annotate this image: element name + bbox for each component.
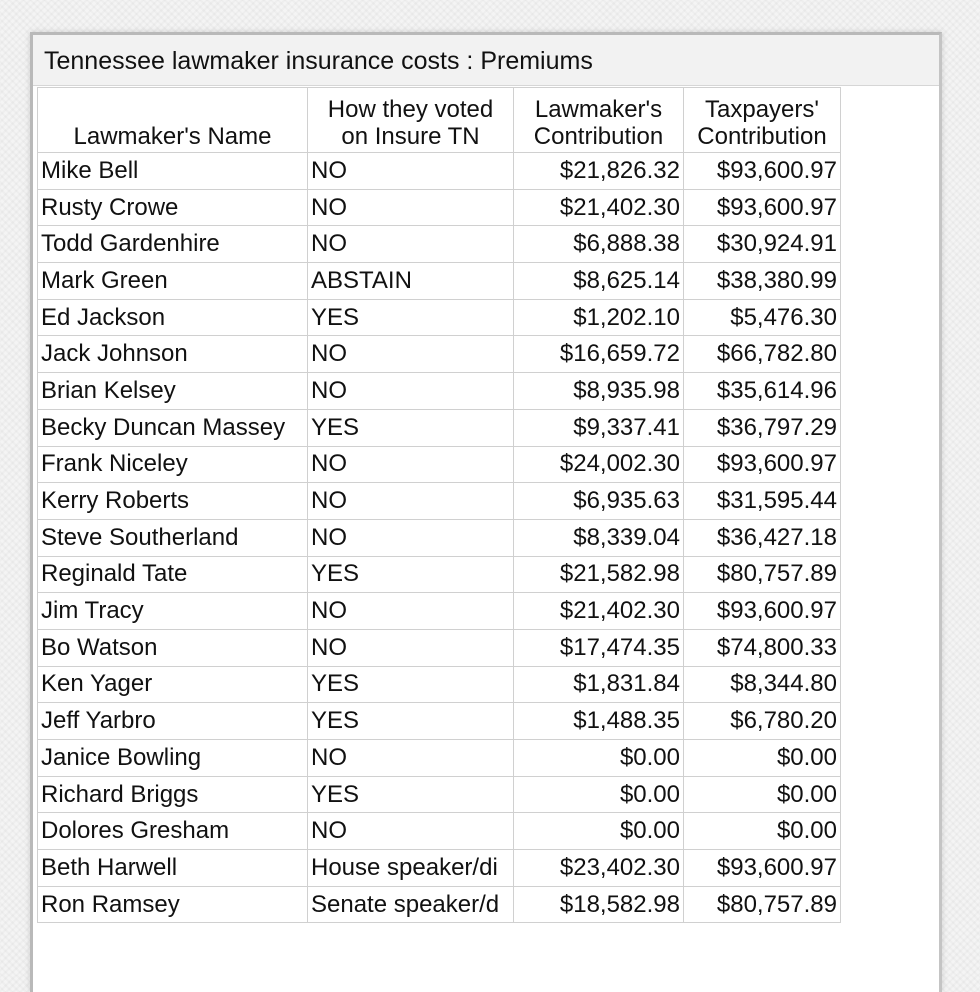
header-lawmaker-name-label: Lawmaker's Name xyxy=(73,123,272,150)
table-row xyxy=(38,556,841,593)
lawmaker-contribution-cell[interactable]: $1,831.84 xyxy=(514,666,684,703)
lawmaker-contribution-cell[interactable]: $21,826.32 xyxy=(514,153,684,190)
lawmaker-contribution-cell[interactable]: $16,659.72 xyxy=(514,336,684,373)
lawmaker-contribution-cell[interactable]: $8,339.04 xyxy=(514,519,684,556)
spreadsheet-window xyxy=(30,32,942,992)
taxpayer-contribution-cell[interactable]: $31,595.44 xyxy=(684,483,841,520)
lawmaker-name-cell[interactable]: Mike Bell xyxy=(38,153,308,190)
taxpayer-contribution-cell[interactable]: $74,800.33 xyxy=(684,629,841,666)
taxpayer-contribution-cell[interactable]: $30,924.91 xyxy=(684,226,841,263)
lawmaker-name-cell[interactable]: Bo Watson xyxy=(38,629,308,666)
table-row xyxy=(38,703,841,740)
header-lawmaker-line2: Contribution xyxy=(533,123,664,150)
sheet-title: Tennessee lawmaker insurance costs : Premiums xyxy=(44,47,593,75)
vote-cell[interactable]: YES xyxy=(308,409,514,446)
taxpayer-contribution-cell[interactable]: $93,600.97 xyxy=(684,153,841,190)
header-lawmaker-contribution[interactable] xyxy=(514,88,684,153)
table-row xyxy=(38,850,841,887)
vote-cell[interactable]: Senate speaker/d xyxy=(308,886,514,923)
lawmaker-name-cell[interactable]: Brian Kelsey xyxy=(38,373,308,410)
header-taxpayer-line2: Contribution xyxy=(697,123,827,150)
vote-cell[interactable]: YES xyxy=(308,556,514,593)
lawmaker-contribution-cell[interactable]: $6,935.63 xyxy=(514,483,684,520)
vote-cell[interactable]: House speaker/di xyxy=(308,850,514,887)
lawmaker-name-cell[interactable]: Ken Yager xyxy=(38,666,308,703)
lawmaker-name-cell[interactable]: Kerry Roberts xyxy=(38,483,308,520)
table-row xyxy=(38,666,841,703)
lawmaker-contribution-cell[interactable]: $1,488.35 xyxy=(514,703,684,740)
premiums-table xyxy=(37,87,841,923)
lawmaker-name-cell[interactable]: Becky Duncan Massey xyxy=(38,409,308,446)
table-row xyxy=(38,336,841,373)
table-row xyxy=(38,189,841,226)
lawmaker-contribution-cell[interactable]: $21,582.98 xyxy=(514,556,684,593)
vote-cell[interactable]: NO xyxy=(308,593,514,630)
vote-cell[interactable]: NO xyxy=(308,189,514,226)
table-row xyxy=(38,776,841,813)
lawmaker-contribution-cell[interactable]: $6,888.38 xyxy=(514,226,684,263)
lawmaker-name-cell[interactable]: Jeff Yarbro xyxy=(38,703,308,740)
taxpayer-contribution-cell[interactable]: $93,600.97 xyxy=(684,446,841,483)
lawmaker-contribution-cell[interactable]: $18,582.98 xyxy=(514,886,684,923)
table-row xyxy=(38,886,841,923)
taxpayer-contribution-cell[interactable]: $38,380.99 xyxy=(684,263,841,300)
vote-cell[interactable]: NO xyxy=(308,813,514,850)
header-vote-line2: on Insure TN xyxy=(341,123,480,150)
lawmaker-contribution-cell[interactable]: $1,202.10 xyxy=(514,299,684,336)
taxpayer-contribution-cell[interactable]: $0.00 xyxy=(684,813,841,850)
header-row xyxy=(38,88,841,153)
lawmaker-contribution-cell[interactable]: $23,402.30 xyxy=(514,850,684,887)
taxpayer-contribution-cell[interactable]: $8,344.80 xyxy=(684,666,841,703)
table-row xyxy=(38,446,841,483)
lawmaker-name-cell[interactable]: Frank Niceley xyxy=(38,446,308,483)
lawmaker-contribution-cell[interactable]: $0.00 xyxy=(514,813,684,850)
table-row xyxy=(38,409,841,446)
vote-cell[interactable]: NO xyxy=(308,740,514,777)
taxpayer-contribution-cell[interactable]: $6,780.20 xyxy=(684,703,841,740)
table-row xyxy=(38,483,841,520)
vote-cell[interactable]: NO xyxy=(308,629,514,666)
lawmaker-name-cell[interactable]: Ed Jackson xyxy=(38,299,308,336)
vote-cell[interactable]: NO xyxy=(308,483,514,520)
lawmaker-name-cell[interactable]: Jack Johnson xyxy=(38,336,308,373)
taxpayer-contribution-cell[interactable]: $0.00 xyxy=(684,740,841,777)
header-taxpayer-line1: Taxpayers' xyxy=(705,96,819,123)
vote-cell[interactable]: YES xyxy=(308,299,514,336)
vote-cell[interactable]: NO xyxy=(308,336,514,373)
table-row xyxy=(38,299,841,336)
vote-cell[interactable]: NO xyxy=(308,153,514,190)
lawmaker-contribution-cell[interactable]: $24,002.30 xyxy=(514,446,684,483)
table-body xyxy=(38,153,841,923)
vote-cell[interactable]: YES xyxy=(308,703,514,740)
lawmaker-name-cell[interactable]: Steve Southerland xyxy=(38,519,308,556)
lawmaker-name-cell[interactable]: Richard Briggs xyxy=(38,776,308,813)
taxpayer-contribution-cell[interactable]: $93,600.97 xyxy=(684,593,841,630)
taxpayer-contribution-cell[interactable]: $5,476.30 xyxy=(684,299,841,336)
lawmaker-contribution-cell[interactable]: $0.00 xyxy=(514,776,684,813)
table-row xyxy=(38,813,841,850)
header-vote-line1: How they voted xyxy=(327,96,494,123)
taxpayer-contribution-cell[interactable]: $36,427.18 xyxy=(684,519,841,556)
lawmaker-contribution-cell[interactable]: $8,935.98 xyxy=(514,373,684,410)
header-taxpayer-contribution[interactable] xyxy=(684,88,841,153)
table-row xyxy=(38,519,841,556)
lawmaker-name-cell[interactable]: Reginald Tate xyxy=(38,556,308,593)
lawmaker-name-cell[interactable]: Janice Bowling xyxy=(38,740,308,777)
lawmaker-contribution-cell[interactable]: $21,402.30 xyxy=(514,189,684,226)
vote-cell[interactable]: NO xyxy=(308,519,514,556)
table-row xyxy=(38,373,841,410)
table-row xyxy=(38,593,841,630)
vote-cell[interactable]: NO xyxy=(308,226,514,263)
lawmaker-name-cell[interactable]: Ron Ramsey xyxy=(38,886,308,923)
lawmaker-name-cell[interactable]: Mark Green xyxy=(38,263,308,300)
vote-cell[interactable]: NO xyxy=(308,446,514,483)
table-row xyxy=(38,153,841,190)
taxpayer-contribution-cell[interactable]: $80,757.89 xyxy=(684,556,841,593)
taxpayer-contribution-cell[interactable]: $80,757.89 xyxy=(684,886,841,923)
sheet-title-bar xyxy=(33,35,939,86)
lawmaker-contribution-cell[interactable]: $9,337.41 xyxy=(514,409,684,446)
lawmaker-name-cell[interactable]: Beth Harwell xyxy=(38,850,308,887)
vote-cell[interactable]: YES xyxy=(308,666,514,703)
header-lawmaker-line1: Lawmaker's xyxy=(534,96,663,123)
taxpayer-contribution-cell[interactable]: $66,782.80 xyxy=(684,336,841,373)
taxpayer-contribution-cell[interactable]: $93,600.97 xyxy=(684,189,841,226)
table-row xyxy=(38,629,841,666)
lawmaker-contribution-cell[interactable]: $0.00 xyxy=(514,740,684,777)
table-row xyxy=(38,740,841,777)
table-row xyxy=(38,226,841,263)
header-lawmaker-name[interactable] xyxy=(38,88,308,153)
lawmaker-name-cell[interactable]: Rusty Crowe xyxy=(38,189,308,226)
taxpayer-contribution-cell[interactable]: $93,600.97 xyxy=(684,850,841,887)
lawmaker-contribution-cell[interactable]: $21,402.30 xyxy=(514,593,684,630)
lawmaker-name-cell[interactable]: Todd Gardenhire xyxy=(38,226,308,263)
lawmaker-contribution-cell[interactable]: $17,474.35 xyxy=(514,629,684,666)
lawmaker-name-cell[interactable]: Dolores Gresham xyxy=(38,813,308,850)
lawmaker-contribution-cell[interactable]: $8,625.14 xyxy=(514,263,684,300)
lawmaker-name-cell[interactable]: Jim Tracy xyxy=(38,593,308,630)
vote-cell[interactable]: NO xyxy=(308,373,514,410)
vote-cell[interactable]: ABSTAIN xyxy=(308,263,514,300)
header-vote[interactable] xyxy=(308,88,514,153)
taxpayer-contribution-cell[interactable]: $36,797.29 xyxy=(684,409,841,446)
taxpayer-contribution-cell[interactable]: $35,614.96 xyxy=(684,373,841,410)
taxpayer-contribution-cell[interactable]: $0.00 xyxy=(684,776,841,813)
table-row xyxy=(38,263,841,300)
vote-cell[interactable]: YES xyxy=(308,776,514,813)
